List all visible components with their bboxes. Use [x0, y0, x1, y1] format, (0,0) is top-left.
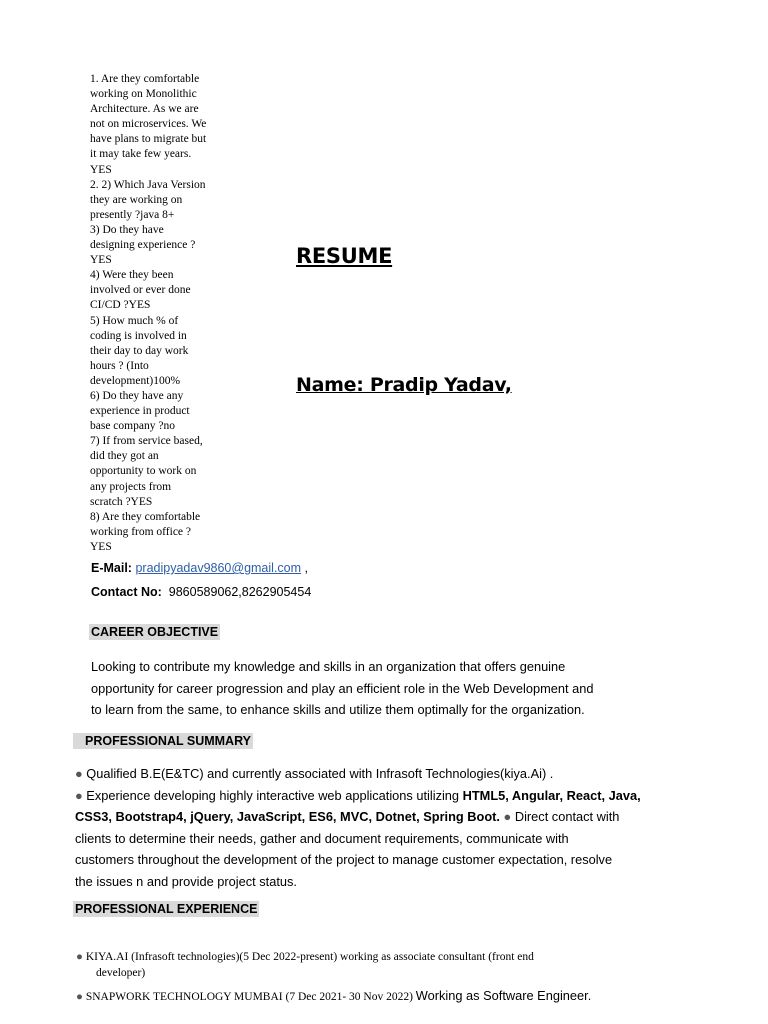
- email-link[interactable]: pradipyadav9860@gmail.com: [135, 561, 302, 575]
- note-6: 6) Do they have any experience in product base company ?no: [90, 389, 190, 433]
- summary-line: clients to determine their needs, gather and document requirements, communicate with: [75, 830, 569, 846]
- note-1: 1. Are they comfortable working on Monolithic Architecture. As we are not on microservices. We have plans to migrate but it may take few years. YES: [90, 73, 207, 176]
- career-line: Looking to contribute my knowledge and skills in an organization that offers genuine: [91, 659, 566, 674]
- summary-line: the issues n and provide project status.: [75, 873, 297, 889]
- experience-item: ● SNAPWORK TECHNOLOGY MUMBAI (7 Dec 2021- 30 Nov 2022) Working as Software Engineer.: [76, 988, 592, 1003]
- bullet-icon: ●: [76, 991, 83, 1003]
- career-objective-text: [91, 656, 593, 721]
- note-2: 2. 2) Which Java Version they are working on presently ?java 8+: [90, 178, 206, 221]
- career-line: to learn from the same, to enhance skills and utilize them optimally for the organization.: [91, 702, 585, 717]
- phone-line: [91, 585, 311, 599]
- career-objective-heading: CAREER OBJECTIVE: [91, 625, 219, 639]
- summary-item: CSS3, Bootstrap4, jQuery, JavaScript, ES6, MVC, Dotnet, Spring Boot. ● Direct contact with: [75, 809, 620, 824]
- bullet-icon: ●: [75, 787, 83, 803]
- note-4: 4) Were they been involved or ever done CI/CD ?YES: [90, 269, 191, 312]
- resume-title: RESUME: [296, 244, 393, 268]
- career-line: opportunity for career progression and play an efficient role in the Web Development and: [91, 680, 594, 696]
- experience-item: ● KIYA.AI (Infrasoft technologies)(5 Dec 2022-present) working as associate consultant (front end: [76, 951, 534, 963]
- professional-summary-text: [75, 763, 735, 892]
- summary-item: ● Qualified B.E(E&TC) and currently associated with Infrasoft Technologies(kiya.Ai) .: [75, 766, 554, 781]
- bullet-icon: ●: [75, 766, 83, 781]
- bullet-icon: ●: [76, 951, 83, 963]
- phone-number: 9860589062,8262905454: [168, 585, 312, 599]
- summary-line: customers throughout the development of the project to manage customer expectation, resolve: [75, 852, 613, 867]
- email-label: E-Mail:: [91, 561, 132, 575]
- note-7: 7) If from service based, did they got an opportunity to work on any projects from scratch ?YES: [90, 435, 203, 508]
- summary-item: ● Experience developing highly interactive web applications utilizing HTML5, Angular, React, Java,: [75, 787, 641, 803]
- interview-notes: [90, 72, 230, 555]
- professional-summary-heading: PROFESSIONAL SUMMARY: [73, 733, 253, 749]
- bullet-icon: ●: [503, 809, 512, 824]
- note-5: 5) How much % of coding is involved in their day to day work hours ? (Into development)100%: [90, 314, 189, 387]
- email-suffix: ,: [301, 561, 308, 575]
- professional-experience-heading: PROFESSIONAL EXPERIENCE: [75, 902, 258, 916]
- candidate-name: Name: Pradip Yadav,: [296, 374, 512, 396]
- email-line: [91, 561, 308, 575]
- phone-label: Contact No:: [91, 585, 162, 599]
- experience-item-continuation: developer): [96, 967, 146, 979]
- note-3: 3) Do they have designing experience ? YES: [90, 223, 196, 267]
- note-8: 8) Are they comfortable working from office ? YES: [90, 510, 201, 553]
